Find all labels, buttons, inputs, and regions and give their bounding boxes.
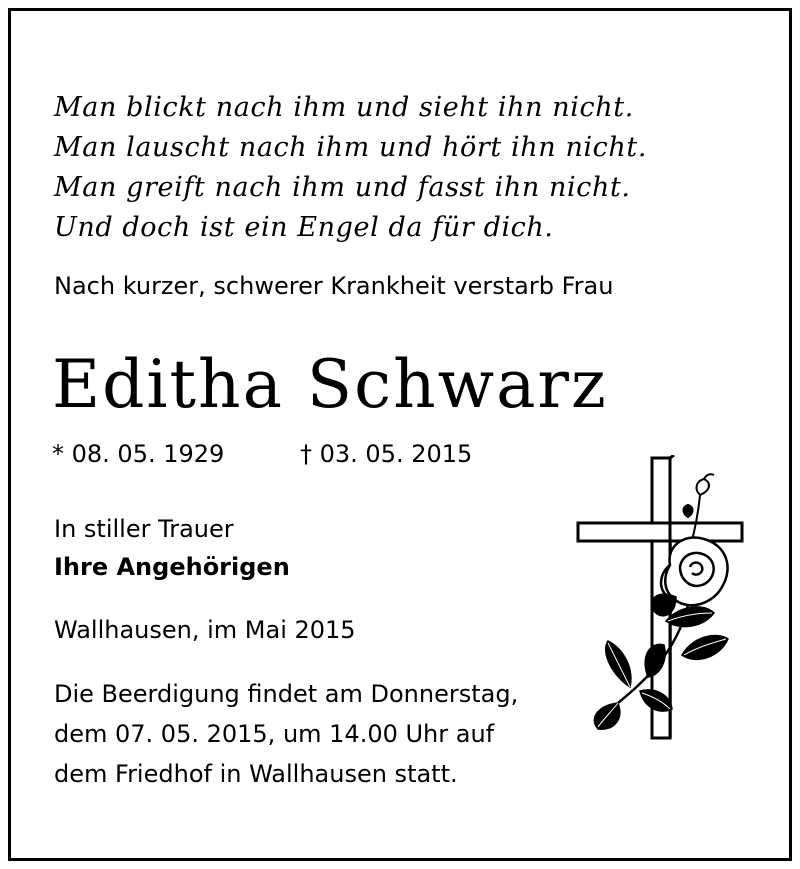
funeral-info	[54, 674, 518, 794]
poem-line: Man greift nach ihm und fasst ihn nicht.	[54, 172, 631, 203]
death-date: † 03. 05. 2015	[300, 440, 473, 468]
poem	[54, 88, 647, 248]
cross-with-rose-icon	[570, 455, 750, 745]
funeral-line: Die Beerdigung findet am Donnerstag,	[54, 680, 519, 708]
poem-line: Man lauscht nach ihm und hört ihn nicht.	[54, 132, 648, 163]
poem-line: Und doch ist ein Engel da für dich.	[54, 212, 554, 243]
intro-text: Nach kurzer, schwerer Krankheit verstarb Frau	[54, 272, 614, 300]
birth-date: * 08. 05. 1929	[52, 440, 225, 468]
mourning-line: In stiller Trauer	[54, 515, 234, 543]
funeral-line: dem Friedhof in Wallhausen statt.	[54, 760, 458, 788]
funeral-line: dem 07. 05. 2015, um 14.00 Uhr auf	[54, 720, 495, 748]
place-date: Wallhausen, im Mai 2015	[54, 616, 356, 644]
mourning-block	[54, 510, 290, 586]
life-dates	[52, 440, 473, 468]
deceased-name: Editha Schwarz	[52, 346, 608, 423]
poem-line: Man blickt nach ihm und sieht ihn nicht.	[54, 92, 634, 123]
mourners: Ihre Angehörigen	[54, 553, 290, 581]
